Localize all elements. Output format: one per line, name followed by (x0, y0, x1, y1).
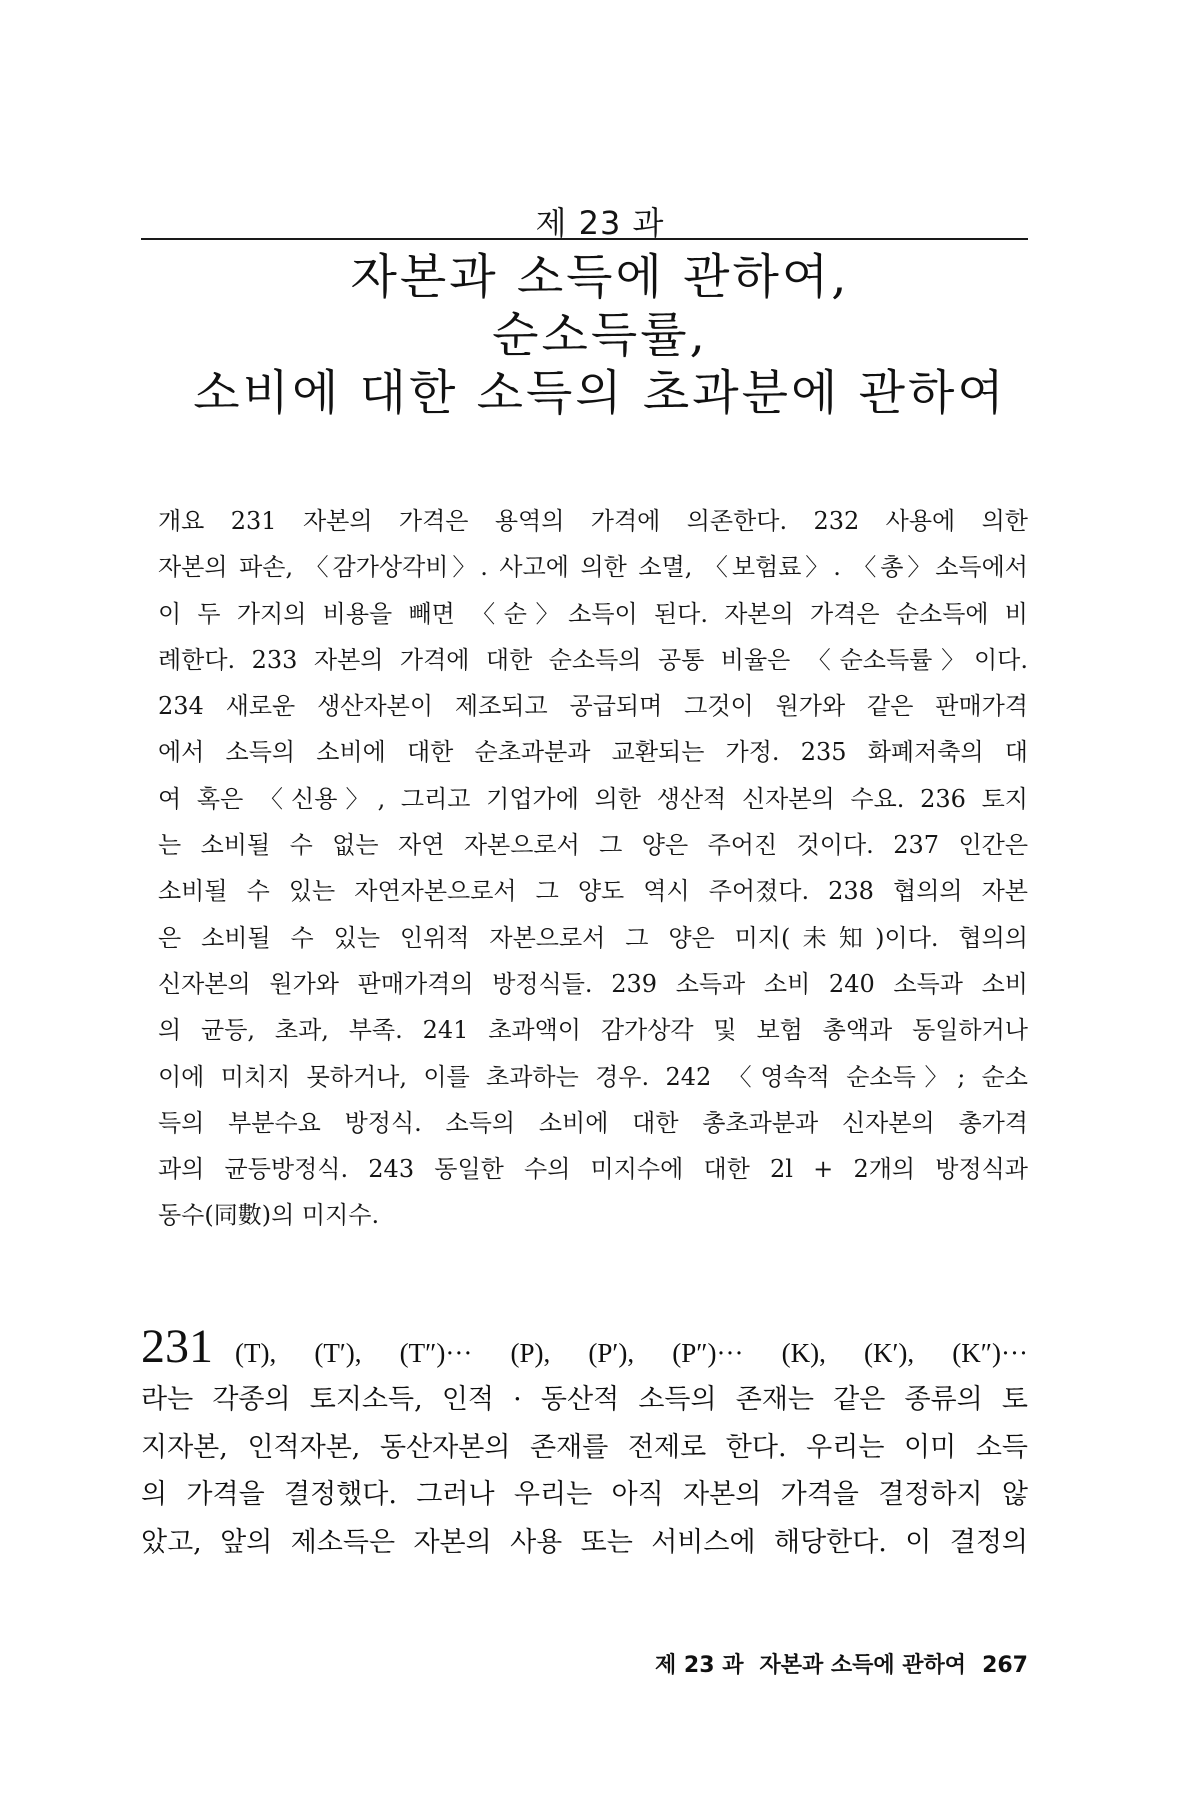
overview-line: 례한다. 233 자본의 가격에 대한 순소득의 공통 비율은 〈순소득률〉이다. (158, 645, 1028, 674)
chapter-label: 제 23 과 (535, 204, 665, 242)
overview-line: 신자본의 원가와 판매가격의 방정식들. 239 소득과 소비 240 소득과 소비 (158, 969, 1028, 998)
overview-line: 득의 부분수요 방정식. 소득의 소비에 대한 총초과분과 신자본의 총가격 (158, 1108, 1028, 1137)
chapter-divider (141, 238, 1028, 240)
footer-chapter: 제 23 과 (655, 1653, 744, 1678)
page-number: 267 (982, 1653, 1028, 1678)
section-line: 라는 각종의 토지소득, 인적 · 동산적 소득의 존재는 같은 종류의 토 (141, 1384, 1028, 1415)
title-line: 자본과 소득에 관하여, (350, 249, 850, 305)
title-line: 순소득률, (492, 307, 708, 363)
chapter-title (0, 248, 1200, 422)
overview-line: 에서 소득의 소비에 대한 순초과분과 교환되는 가정. 235 화폐저축의 대 (158, 738, 1028, 767)
overview-line: 과의 균등방정식. 243 동일한 수의 미지수에 대한 2l + 2개의 방정식과 (158, 1155, 1028, 1184)
overview-line: 자본의 파손, 〈감가상각비〉. 사고에 의한 소멸, 〈보험료〉. 〈총〉소득에서 (158, 553, 1028, 582)
title-line: 소비에 대한 소득의 초과분에 관하여 (193, 365, 1007, 421)
overview-line: 개요 231 자본의 가격은 용역의 가격에 의존한다. 232 사용에 의한 (158, 507, 1028, 535)
overview-line: 이 두 가지의 비용을 빼면 〈순〉소득이 된다. 자본의 가격은 순소득에 비 (158, 599, 1028, 628)
section-231 (141, 1318, 1028, 1566)
overview-line: 은 소비될 수 있는 인위적 자본으로서 그 양은 미지(未知)이다. 협의의 (158, 923, 1028, 952)
overview-line: 여 혹은 〈신용〉, 그리고 기업가에 의한 생산적 신자본의 수요. 236 토지 (158, 784, 1028, 813)
overview-line: 234 새로운 생산자본이 제조되고 공급되며 그것이 원가와 같은 판매가격 (158, 692, 1028, 721)
section-line: 지자본, 인적자본, 동산자본의 존재를 전제로 한다. 우리는 이미 소득 (141, 1431, 1028, 1463)
running-footer (141, 1648, 1028, 1679)
overview-line: 이에 미치지 못하거나, 이를 초과하는 경우. 242 〈영속적 순소득〉; 순소 (158, 1062, 1028, 1091)
section-line: 았고, 앞의 제소득은 자본의 사용 또는 서비스에 해당한다. 이 결정의 (141, 1526, 1028, 1558)
section-symbols: (T), (T′), (T″)··· (P), (P′), (P″)··· (K), (K′), (K″)··· (235, 1338, 1028, 1368)
overview-line: 소비될 수 있는 자연자본으로서 그 양도 역시 주어졌다. 238 협의의 자본 (158, 877, 1028, 906)
chapter-overview (158, 498, 1028, 1239)
section-number: 231 (141, 1320, 213, 1373)
overview-line: 동수(同數)의 미지수. (158, 1201, 380, 1230)
overview-line: 는 소비될 수 없는 자연 자본으로서 그 양은 주어진 것이다. 237 인간은 (158, 831, 1028, 860)
section-heading-line (141, 1318, 1028, 1376)
section-line: 의 가격을 결정했다. 그러나 우리는 아직 자본의 가격을 결정하지 않 (141, 1479, 1028, 1510)
footer-title: 자본과 소득에 관하여 (759, 1653, 967, 1678)
overview-line: 의 균등, 초과, 부족. 241 초과액이 감가상각 및 보험 총액과 동일하거나 (158, 1016, 1028, 1045)
